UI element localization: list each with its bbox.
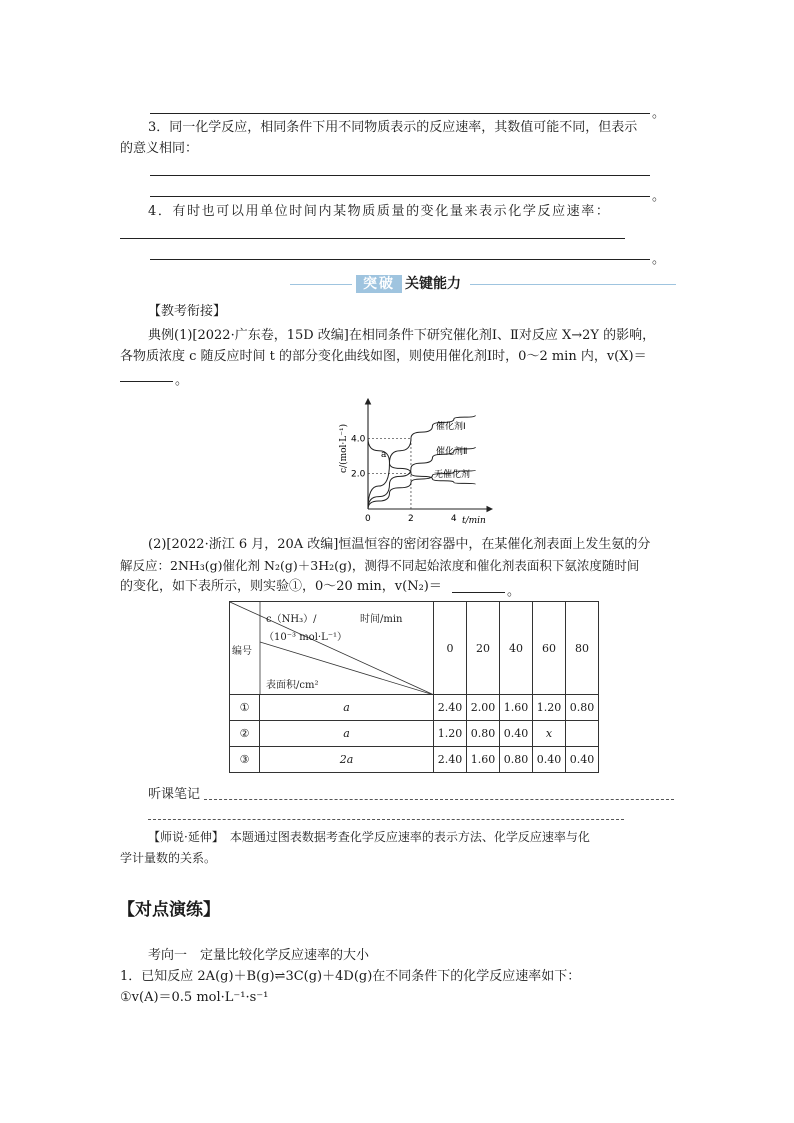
corner-area-label: 表面积/cm² [266,680,319,691]
x-tick-label: 0 [365,514,371,524]
curve-label-a: a [381,450,387,460]
concentration-time-chart [330,393,500,528]
question-1: 1．已知反应 2A(g)＋B(g)⇌3C(g)＋4D(g)在不同条件下的化学反应速率如下： [120,969,581,984]
y-axis-label: c/(mol·L⁻¹) [339,423,349,473]
table-row [230,695,599,721]
example-line-1: 典例(1)[2022·广东卷，15D 改编]在相同条件下研究催化剂Ⅰ、Ⅱ对反应 X→2Y 的影响， [148,328,656,343]
row-area: 2a [260,747,434,773]
x-axis-label: t/min [462,516,486,526]
notes-line[interactable] [204,799,674,800]
banner-rule-right [470,284,676,285]
banner-rule-left [290,284,352,285]
period: 。 [175,373,189,388]
cell-value: 1.20 [533,695,566,721]
period: 。 [507,584,521,599]
cell-value: 0.80 [566,695,599,721]
row-id: ① [230,695,260,721]
item-3-text: 3．同一化学反应，相同条件下用不同物质表示的反应速率，其数值可能不同，但表示 [148,120,638,135]
cell-value [566,721,599,747]
answer-line[interactable] [150,259,650,260]
row-area: a [260,695,434,721]
cell-value: 1.60 [500,695,533,721]
cell-value: 0.40 [566,747,599,773]
example-part2-line-2: 解反应：2NH₃(g)催化剂 N₂(g)＋3H₂(g)，测得不同起始浓度和催化剂表面积下氨浓度随时间 [120,558,640,573]
answer-line[interactable] [150,175,650,176]
notes-line[interactable] [148,819,624,820]
time-header: 80 [566,602,599,695]
answer-blank[interactable] [452,592,505,593]
x-tick-label: 2 [407,514,414,524]
y-tick-label: 2.0 [351,469,366,480]
banner-title: 关键能力 [405,276,461,292]
row-area: a [260,721,434,747]
row-id: ③ [230,747,260,773]
example-part2-line-1: (2)[2022·浙江 6 月，20A 改编]恒温恒容的密闭容器中，在某催化剂表面上发生氨的分 [148,537,651,552]
example-line-2: 各物质浓度 c 随反应时间 t 的部分变化曲线如图，则使用催化剂Ⅰ时，0～2 min 内，v(X)＝ [120,349,647,364]
table-row [230,747,599,773]
table-row [230,721,599,747]
cell-value: 0.40 [500,721,533,747]
cell-value: 1.60 [467,747,500,773]
cell-value: 2.40 [434,695,467,721]
item-4-text: 4．有时也可以用单位时间内某物质质量的变化量来表示化学反应速率： [148,204,611,219]
corner-id-label: 编号 [232,646,252,657]
cell-value: 0.80 [467,721,500,747]
legend-catalyst-2: 催化剂Ⅱ [436,447,468,457]
x-tick-label: 4 [450,514,457,524]
cell-value: 0.40 [533,747,566,773]
cell-value: x [533,721,566,747]
cell-value: 0.80 [500,747,533,773]
legend-catalyst-1: 催化剂Ⅰ [436,422,466,432]
row-id: ② [230,721,260,747]
time-header: 0 [434,602,467,695]
period: 。 [652,189,666,204]
period: 。 [652,252,666,267]
corner-time-label: 时间/min [360,614,403,625]
corner-conc-unit: （10⁻³ mol·L⁻¹） [264,632,347,643]
corner-conc-label: c（NH₃）/ [266,614,317,625]
teacher-extension-cont: 学计量数的关系。 [120,851,217,865]
time-header: 40 [500,602,533,695]
ammonia-concentration-table [229,601,599,773]
y-tick-label: 4.0 [351,434,366,445]
answer-blank[interactable] [120,381,173,382]
item-3-continued: 的意义相同： [120,141,199,156]
banner-tag: 突破 [356,275,402,293]
table-corner-cell [230,602,434,695]
time-header: 20 [467,602,500,695]
practice-heading: 【对点演练】 [118,900,220,920]
time-header: 60 [533,602,566,695]
period: 。 [652,106,666,121]
cell-value: 2.00 [467,695,500,721]
answer-line[interactable] [150,196,650,197]
table-header-row [230,602,599,695]
cell-value: 2.40 [434,747,467,773]
teacher-extension: 【师说·延伸】 本题通过图表数据考查化学反应速率的表示方法、化学反应速率与化 [148,830,590,844]
answer-line[interactable] [120,238,625,239]
example-header: 【教考衔接】 [148,304,227,319]
notes-label: 听课笔记 [148,787,201,802]
example-part2-line-3: 的变化，如下表所示，则实验①，0～20 min，v(N₂)＝ [120,579,442,594]
cell-value: 1.20 [434,721,467,747]
legend-no-catalyst: 无催化剂 [434,470,471,480]
answer-line[interactable] [150,113,650,114]
question-1-rate-a: ①v(A)＝0.5 mol·L⁻¹·s⁻¹ [120,990,269,1005]
practice-topic: 考向一 定量比较化学反应速率的大小 [148,948,370,963]
